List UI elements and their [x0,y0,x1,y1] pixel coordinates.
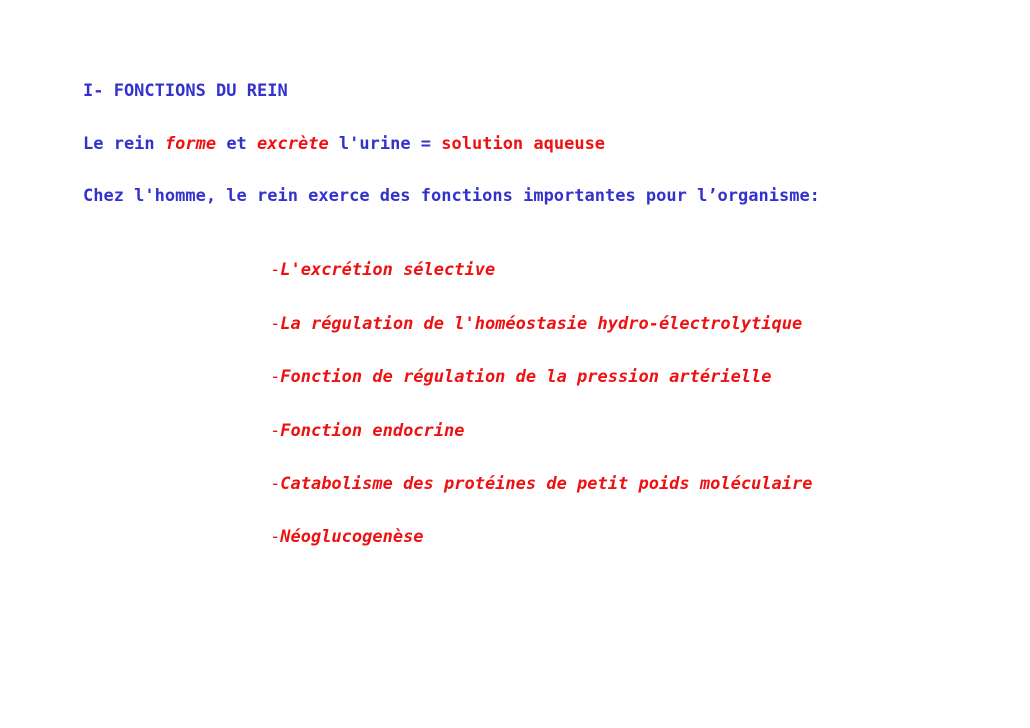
function-label: Catabolisme des protéines de petit poids moléculaire [280,474,813,494]
function-dash: - [270,260,281,280]
definition-text-1: Le rein [83,134,165,154]
function-label: Fonction endocrine [280,421,465,441]
definition-solution: solution aqueuse [441,134,606,154]
intro-line: Chez l'homme, le rein exerce des fonctions importantes pour l’organisme: [83,186,820,206]
function-label: La régulation de l'homéostasie hydro-électrolytique [280,314,803,334]
function-item [270,526,424,548]
definition-line [83,133,605,155]
function-item [270,473,812,495]
function-label: L'excrétion sélective [280,260,496,280]
function-dash: - [270,314,281,334]
function-dash: - [270,474,281,494]
function-dash: - [270,527,281,547]
function-item [270,259,495,281]
function-item [270,420,464,442]
function-item [270,366,772,388]
section-heading: I- FONCTIONS DU REIN [83,81,288,101]
function-dash: - [270,367,281,387]
definition-forme: forme [164,134,217,154]
function-label: Fonction de régulation de la pression artérielle [280,367,772,387]
function-dash: - [270,421,281,441]
function-item [270,313,802,335]
definition-text-2: et [216,134,258,154]
function-label: Néoglucogenèse [280,527,424,547]
definition-text-3: l'urine = [328,134,442,154]
definition-excrete: excrète [257,134,329,154]
